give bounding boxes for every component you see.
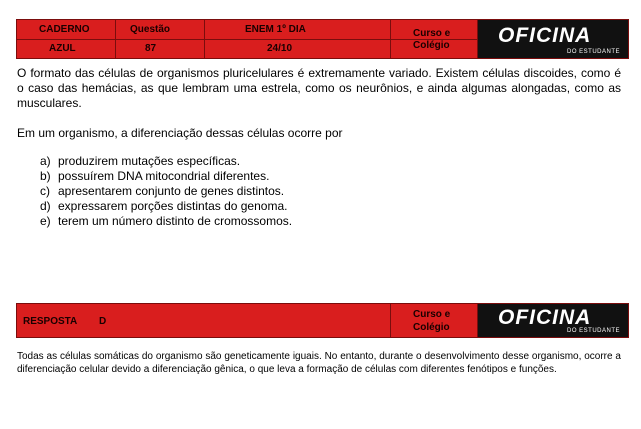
oficina-logo [477,304,628,337]
school-line-2: Colégio [413,40,450,51]
logo-subtext: DO ESTUDANTE [566,328,620,334]
header-divider [17,39,480,40]
questao-label: Questão [130,24,171,35]
option-text: produzirem mutações específicas. [58,154,241,168]
answer-banner [16,303,629,338]
school-line-2: Colégio [413,322,450,333]
answer-label: RESPOSTA [23,316,78,327]
option-d [40,199,292,214]
school-line-1: Curso e [413,28,451,39]
option-text: possuírem DNA mitocondrial diferentes. [58,169,270,183]
option-letter: d) [40,199,51,213]
option-text: terem um número distinto de cromossomos. [58,214,293,228]
question-header-banner [16,19,629,59]
school-line-1: Curso e [413,309,451,320]
option-letter: e) [40,214,51,228]
option-text: expressarem porções distintas do genoma. [58,199,288,213]
caderno-value: AZUL [49,43,76,54]
option-letter: a) [40,154,51,168]
answer-explanation: Todas as células somáticas do organismo são geneticamente iguais. No entanto, durante o desenvolvimento desse organismo, ocorre a diferenciação celular devido a diferenciação gênica, o que leva a formação de células com diferentes fenótipos e funções. [17,351,621,375]
exam-date: 24/10 [267,43,293,54]
caderno-label: CADERNO [39,24,90,35]
option-letter: b) [40,169,51,183]
option-e [40,214,292,229]
oficina-logo [477,20,628,58]
logo-wordmark: OFICINA [498,306,592,329]
option-c [40,184,292,199]
exam-label: ENEM 1º DIA [245,24,306,35]
questao-value: 87 [145,43,157,54]
question-paragraph: O formato das células de organismos pluricelulares é extremamente variado. Existem células discoides, como é o caso das hemácias, as que lembram uma estrela, como os neurônios, e ainda algumas alongadas, como as musculares. [17,66,621,110]
option-b [40,169,292,184]
header-col-divider [115,20,116,58]
option-a [40,154,292,169]
option-letter: c) [40,184,50,198]
answer-options [40,154,292,229]
logo-subtext: DO ESTUDANTE [566,49,620,55]
answer-col-divider [390,304,391,337]
header-col-divider [390,20,391,58]
logo-wordmark: OFICINA [498,24,592,47]
option-text: apresentarem conjunto de genes distintos. [58,184,285,198]
header-col-divider [204,20,205,58]
answer-value: D [99,316,107,327]
question-stem: Em um organismo, a diferenciação dessas células ocorre por [17,126,343,140]
